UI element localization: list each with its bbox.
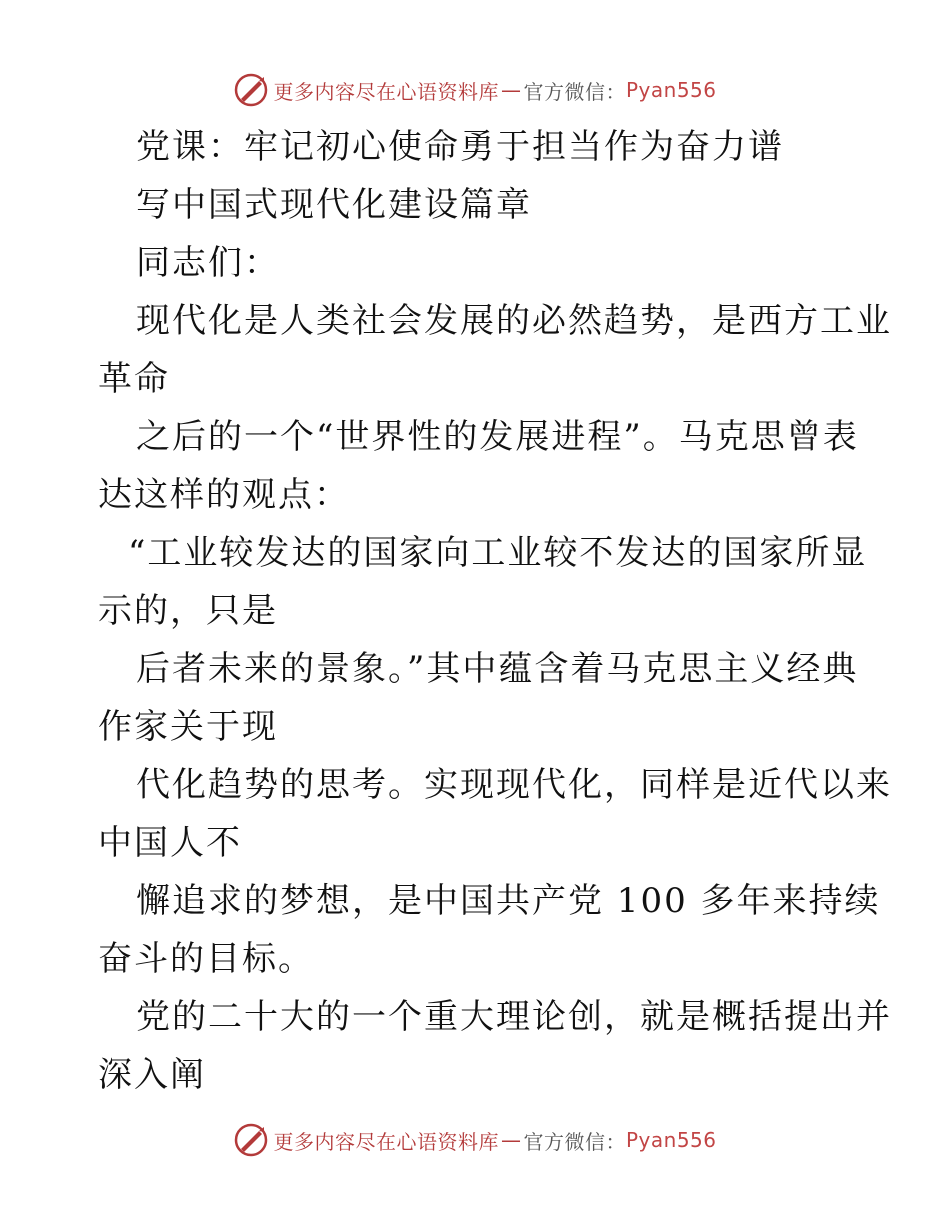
- paragraph-line: 达这样的观点：: [98, 475, 350, 515]
- watermark-label: 官方微信：: [523, 79, 626, 104]
- paragraph-line: 后者未来的景象。”其中蕴含着马克思主义经典: [136, 649, 859, 689]
- watermark-handle: Pyan556: [625, 78, 717, 102]
- watermark-text: 更多内容尽在心语资料库: [273, 79, 499, 104]
- paragraph-line: 深入阐: [98, 1055, 206, 1095]
- title-line-2: 写中国式现代化建设篇章: [136, 185, 532, 225]
- watermark-text: 更多内容尽在心语资料库: [273, 1129, 499, 1154]
- footer-watermark: [0, 1120, 950, 1160]
- paragraph-line: 奋斗的目标。: [98, 939, 314, 979]
- document-body: [98, 118, 892, 1104]
- title-line-1: 党课：牢记初心使命勇于担当作为奋力谱: [136, 127, 784, 167]
- paragraph-line: 懈追求的梦想，是中国共产党 100 多年来持续: [136, 881, 881, 921]
- paragraph-line: 示的，只是: [98, 591, 278, 631]
- header-watermark: [0, 70, 950, 110]
- paragraph-line: “工业较发达的国家向工业较不发达的国家所显: [128, 533, 868, 573]
- quill-pen-logo-icon: [233, 1122, 269, 1158]
- paragraph-line: 代化趋势的思考。实现现代化，同样是近代以来: [136, 765, 892, 805]
- watermark-separator: —: [500, 78, 522, 102]
- paragraph-line: 党的二十大的一个重大理论创，就是概括提出并: [136, 997, 892, 1037]
- paragraph-line: 现代化是人类社会发展的必然趋势，是西方工业: [136, 301, 892, 341]
- paragraph-line: 之后的一个“世界性的发展进程”。马克思曾表: [136, 417, 859, 457]
- paragraph-line: 中国人不: [98, 823, 242, 863]
- watermark-handle: Pyan556: [625, 1128, 717, 1152]
- paragraph-line: 革命: [98, 359, 170, 399]
- watermark-label: 官方微信：: [523, 1129, 626, 1154]
- watermark-separator: —: [500, 1128, 522, 1152]
- paragraph-line: 作家关于现: [98, 707, 278, 747]
- quill-pen-logo-icon: [233, 72, 269, 108]
- salutation: 同志们：: [136, 243, 280, 283]
